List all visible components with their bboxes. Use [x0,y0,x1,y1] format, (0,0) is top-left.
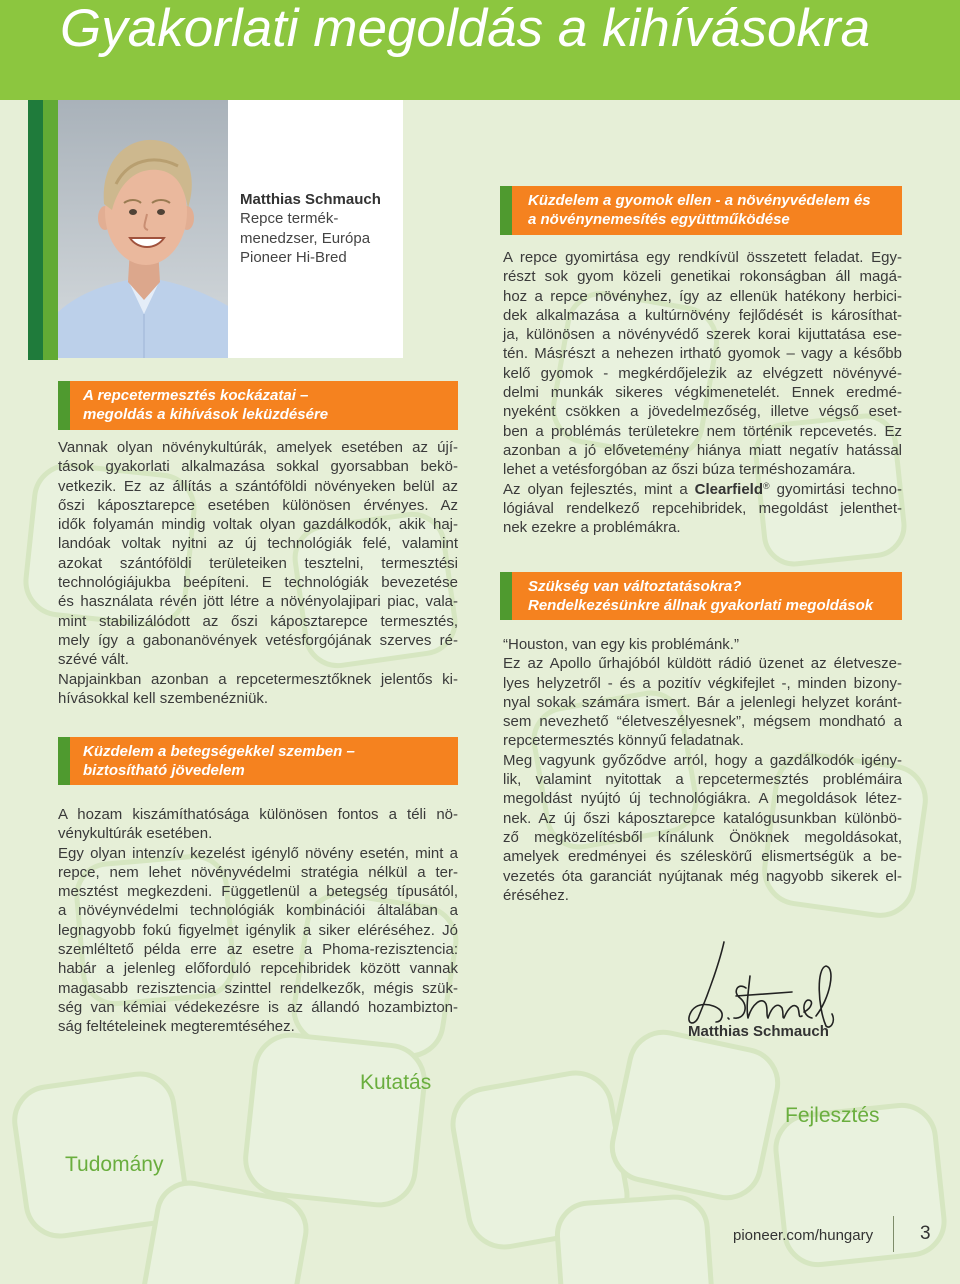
text-line: habár a jelenleg előforduló repcehibridek között vannak [58,960,458,978]
text-line: nek. Az új őszi káposztarepce katalógusunkban különbö- [503,809,902,827]
text-line: repce, nem lehet növényvédelmi stratégia nélkül a ter- [58,863,458,881]
decor-word-development: Fejlesztés [785,1104,880,1127]
signature-name: Matthias Schmauch [688,1023,829,1040]
section-text-risks [58,438,458,708]
page-number: 3 [920,1223,931,1244]
heading-accent-strip [58,737,70,785]
text-line: ja, különösen a növényvédő szerek korai kijuttatása ese- [503,326,902,344]
decor-word-research: Kutatás [360,1071,432,1094]
text-line: technológiájukba beépíteni. E technológiák bevezetése [58,574,458,592]
text-line: ben a problémás területekre nem történik repcevetés. Ez [503,422,902,440]
section-heading-risks [58,381,458,430]
text-line: idők folyamán mindig voltak olyan gazdálkodók, akik haj- [58,516,458,534]
text-line: delmi munkák sikeres végkimenetelét. Ennek eredmé- [503,384,902,402]
text-line: legnagyobb fokú figyelmet igénylik a siker eléréséhez. Jó [58,921,458,939]
text-line: tások gyakorlati alkalmazása sokkal gyorsabban bekö- [58,458,458,476]
text-line: lógiával rendelkező repcehibridek, megoldást jelenthet- [503,499,902,517]
text-line: tén. Másrészt a nehezen irtható gyomok – vagy a később [503,345,902,363]
author-role-line: Repce termék- [240,210,339,228]
author-name: Matthias Schmauch [240,191,381,208]
author-company: Pioneer Hi-Bred [240,248,347,266]
text-line: ző megközelítésből kínálunk Önöknek megoldásokat, [503,828,902,846]
text-line: azokat szántóföldi területeiken tesztelni, termesztési [58,554,458,572]
section-heading-line: biztosítható jövedelem [83,762,245,780]
section-heading-diseases [58,737,458,785]
handwritten-signature [680,938,840,1030]
text-segment: Az olyan fejlesztés, mint a [503,480,695,498]
heading-accent-strip [500,186,512,235]
text-segment: gyomirtási techno- [769,480,903,498]
text-line: ség van kémiai védekezésre is az állandó hozambizton- [58,998,458,1016]
decor-word-science: Tudomány [65,1153,164,1176]
text-line: és használata révén jött létre a növényolajipari piac, vala- [58,593,458,611]
text-line: szemléltető példa erre az esetre a Phoma-rezisztencia: [58,941,458,959]
text-line: megoldást nyújtó új technológiákra. A megoldások létez- [503,790,902,808]
section-text-solutions [503,635,902,905]
author-role-line: menedzser, Európa [240,229,371,247]
text-line: mesztést megkezdeni. Függetlenül a betegség típusától, [58,883,458,901]
section-heading-weeds [500,186,902,235]
page-title: Gyakorlati megoldás a kihívásokra [60,0,871,58]
section-heading-line: Küzdelem a betegségekkel szemben – [83,743,355,760]
registered-mark: ® [763,480,770,491]
section-heading-line: A repcetermesztés kockázatai – [83,387,309,404]
text-line: Egy olyan intenzív kezelést igénylő növény esetén, mint a [58,844,458,862]
text-line: vénykultúrák esetében. [58,825,213,843]
section-heading-line: a növénynemesítés együttműködése [528,211,790,229]
section-text-weeds [503,248,902,537]
text-line: amelyek eredményei és széleskörű elismertségük a be- [503,848,902,866]
brand-name: Clearfield [694,480,764,498]
text-line: hoz a repce növényhez, így az ellenük hatékony herbici- [503,287,902,305]
text-line [503,480,902,499]
text-line: hívásokkal kell szembenézniük. [58,689,269,707]
section-heading-line: Küzdelem a gyomok ellen - a növényvédelem és [528,192,871,209]
text-line: lyes helyzetről - és a pozitív végkifejlet -, minden bizony- [503,674,902,692]
text-line: Meg vagyunk győződve arról, hogy a gazdálkodók igény- [503,751,902,769]
text-line: őszi káposztarepce esetében különösen érvényes. Az [58,496,458,514]
text-line: nyeként csökken a jövedelmezőség, illetve végső eset- [503,403,902,421]
section-heading-line: Rendelkezésünkre állnak gyakorlati megoldások [528,597,874,615]
footer-url[interactable]: pioneer.com/hungary [733,1227,874,1244]
text-line: mely így a gabonanövények vetésforgójának szerves ré- [58,631,458,649]
text-line: Ez az Apollo űrhajóból küldött rádió üzenet az életvesze- [503,655,902,673]
text-line: nyal sokak számára ismert. Bár a jelenlegi helyzet koránt- [503,693,902,711]
text-line: szévé vált. [58,651,129,669]
text-line: lik, valamint nyitottak a repcetermesztés problémáira [503,771,902,789]
text-line: nek ezekre a problémákra. [503,519,681,537]
text-line: vezetés óta garanciát nyújtanak még nagyobb sikerek el- [503,867,902,885]
green-stripe [43,100,58,360]
section-heading-line: megoldás a kihívások leküzdésére [83,406,329,424]
text-line: sem nevezhető “életveszélyesnek”, mégsem mondható a [503,713,902,731]
text-line: éréséhez. [503,886,569,904]
text-line: A repce gyomirtása egy rendkívül összetett feladat. Egy- [503,249,902,266]
text-line: lehet a vetésforgóban az őszi búza terméshozamára. [503,461,856,479]
text-line: landóak voltak nyitni az új technológiák felé, valamint [58,535,458,553]
text-line: Vannak olyan növénykultúrák, amelyek esetében az újí- [58,439,458,456]
heading-accent-strip [58,381,70,430]
text-line: részt sok gyom közeli genetikai rokonságban áll magá- [503,268,902,286]
section-text-diseases [58,805,458,1037]
section-heading-solutions [500,572,902,620]
footer-divider [893,1216,894,1252]
heading-accent-strip [500,572,512,620]
text-line: kelő gyomok - megkérdőjelezik az elvégzett növényvé- [503,364,902,382]
text-line: a növéynvédelmi technológiák kombinációi általában a [58,902,458,920]
portrait-photo [58,100,228,358]
text-line: mint stabilizálódott az őszi káposztarepce termesztés, [58,612,458,630]
section-heading-line: Szükség van változtatásokra? [528,578,742,595]
text-line: dek alkalmazása a kultúrnövény fejlődését is károsíthat- [503,306,902,324]
text-line: repcetermesztés könnyű feladatnak. [503,732,744,750]
text-line: Napjainkban azonban a repcetermesztőknek jelentős ki- [58,670,458,688]
text-line: “Houston, van egy kis problémánk.” [503,636,739,653]
dark-green-stripe [28,100,43,360]
text-line: magasabb rezisztencia szinttel rendelkezők, mégis szük- [58,979,458,997]
author-info [240,190,400,267]
text-line: vetkezik. Ez az állítás a szántóföldi növényeken belül az [58,477,458,495]
text-line: ság feltételeinek megteremtéséhez. [58,1018,295,1036]
text-line: azonban a jó elővetemény hiánya miatt negatív hatással [503,441,902,459]
text-line: A hozam kiszámíthatósága különösen fontos a téli nö- [58,806,458,823]
